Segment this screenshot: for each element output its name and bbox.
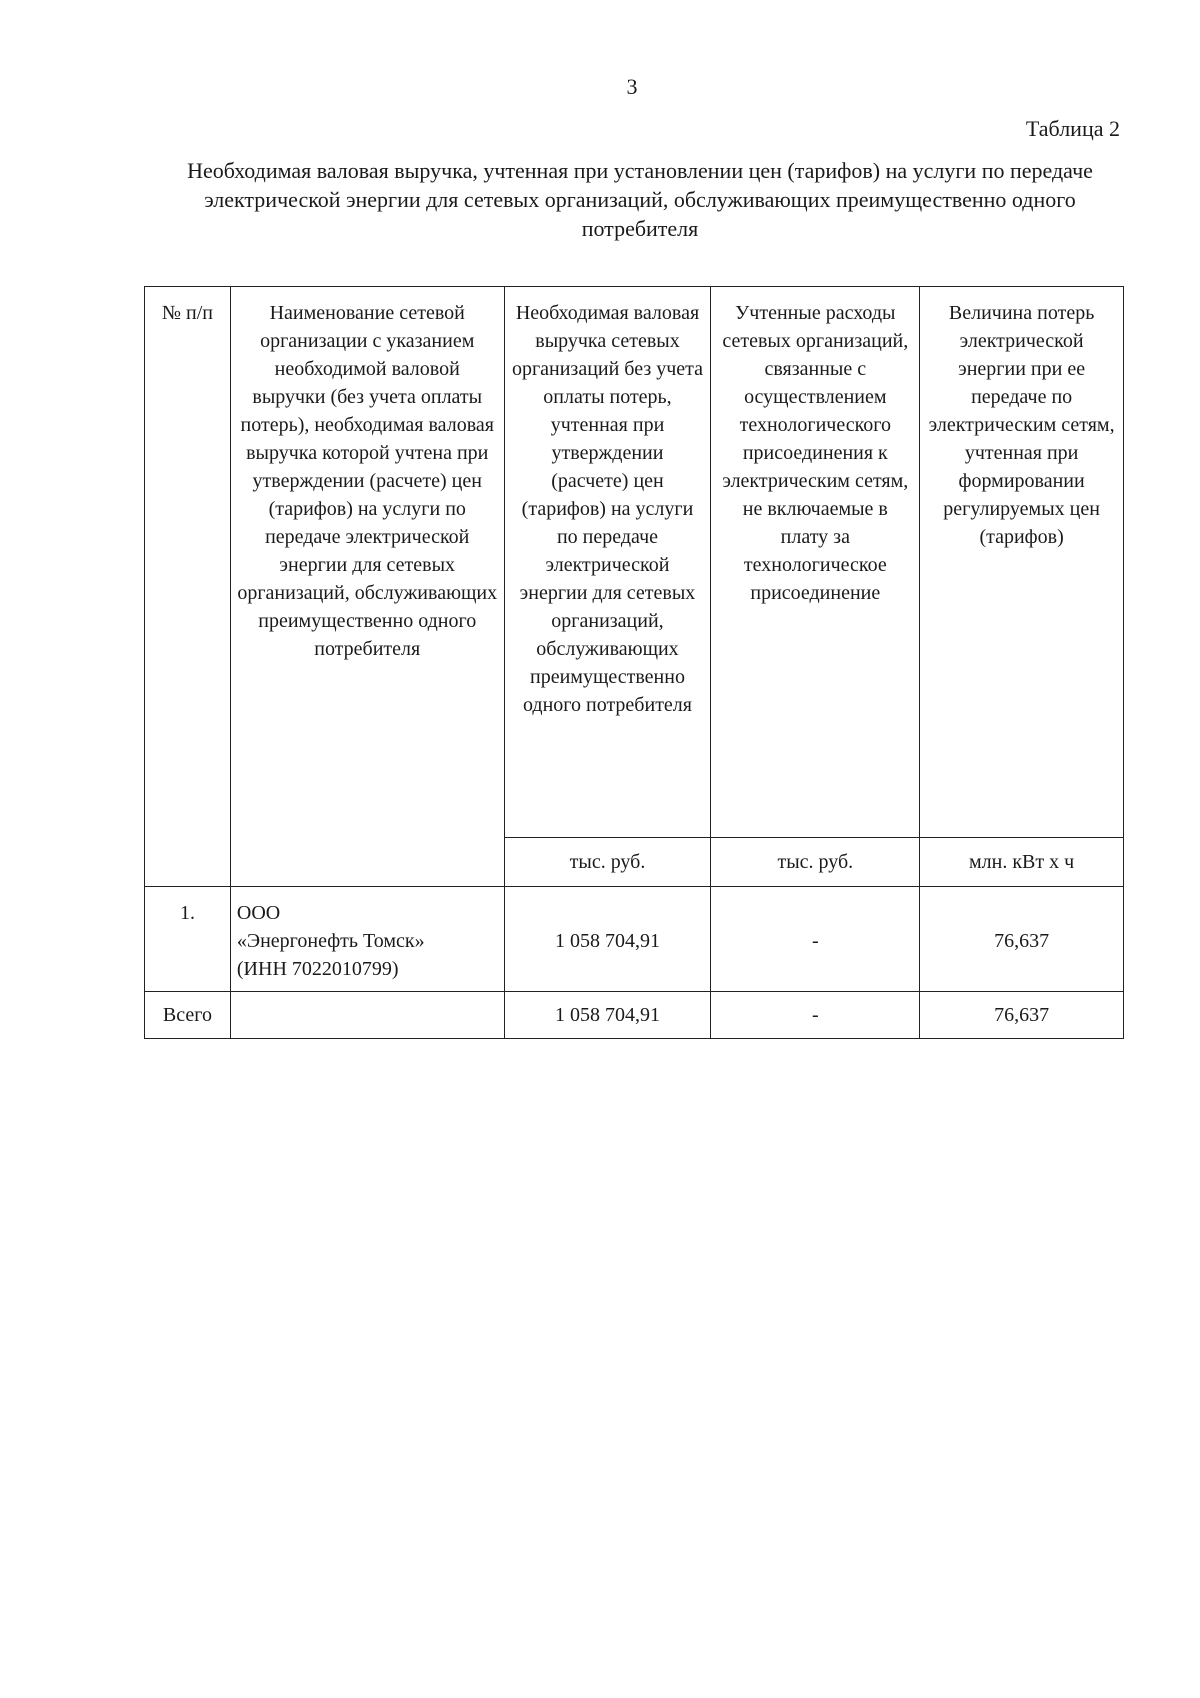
row-energy-losses: 76,637 [920, 887, 1124, 992]
header-organization: Наименование сетевой организации с указанием необходимой валовой выручки (без учета оплаты потерь), необходимая валовая выручка которой учтена при утверждении (расчете) цен (тарифов) на услуги по передаче электрической энергии для сетевых организаций, обслуживающих преимущественно одного потребителя [230, 287, 504, 887]
header-number: № п/п [145, 287, 231, 887]
row-organization [230, 887, 504, 992]
header-required-revenue: Необходимая валовая выручка сетевых организаций без учета оплаты потерь, учтенная при утверждении (расчете) цен (тарифов) на услуги по передаче электрической энергии для сетевых организаций, обслуживающих преимущественно одного потребителя [504, 287, 711, 838]
total-energy-losses: 76,637 [920, 992, 1124, 1039]
document-title: Необходимая валовая выручка, учтенная при установлении цен (тарифов) на услуги по передаче электрической энергии для сетевых организаций, обслуживающих преимущественно одного потребителя [187, 158, 1093, 241]
row-number: 1. [145, 887, 231, 992]
total-organization-empty [230, 992, 504, 1039]
header-connection-costs: Учтенные расходы сетевых организаций, связанные с осуществлением технологического присоединения к электрическим сетям, не включаемые в плату за технологическое присоединение [711, 287, 920, 838]
org-line-1: ООО [236, 902, 281, 924]
total-required-revenue: 1 058 704,91 [504, 992, 711, 1039]
org-line-3: (ИНН 7022010799) [236, 958, 399, 980]
unit-required-revenue: тыс. руб. [504, 838, 711, 887]
unit-connection-costs: тыс. руб. [711, 838, 920, 887]
data-table [144, 286, 1124, 1039]
header-row [145, 287, 1124, 838]
total-connection-costs: - [711, 992, 920, 1039]
row-required-revenue: 1 058 704,91 [504, 887, 711, 992]
header-energy-losses: Величина потерь электрической энергии при ее передаче по электрическим сетям, учтенная при формировании регулируемых цен (тарифов) [920, 287, 1124, 838]
table-label: Таблица 2 [1025, 116, 1120, 141]
org-line-2: «Энергонефть Томск» [236, 930, 425, 952]
unit-energy-losses: млн. кВт х ч [920, 838, 1124, 887]
page-number: 3 [626, 74, 638, 99]
table-row [145, 887, 1124, 992]
total-label: Всего [145, 992, 231, 1039]
total-row [145, 992, 1124, 1039]
row-connection-costs: - [711, 887, 920, 992]
